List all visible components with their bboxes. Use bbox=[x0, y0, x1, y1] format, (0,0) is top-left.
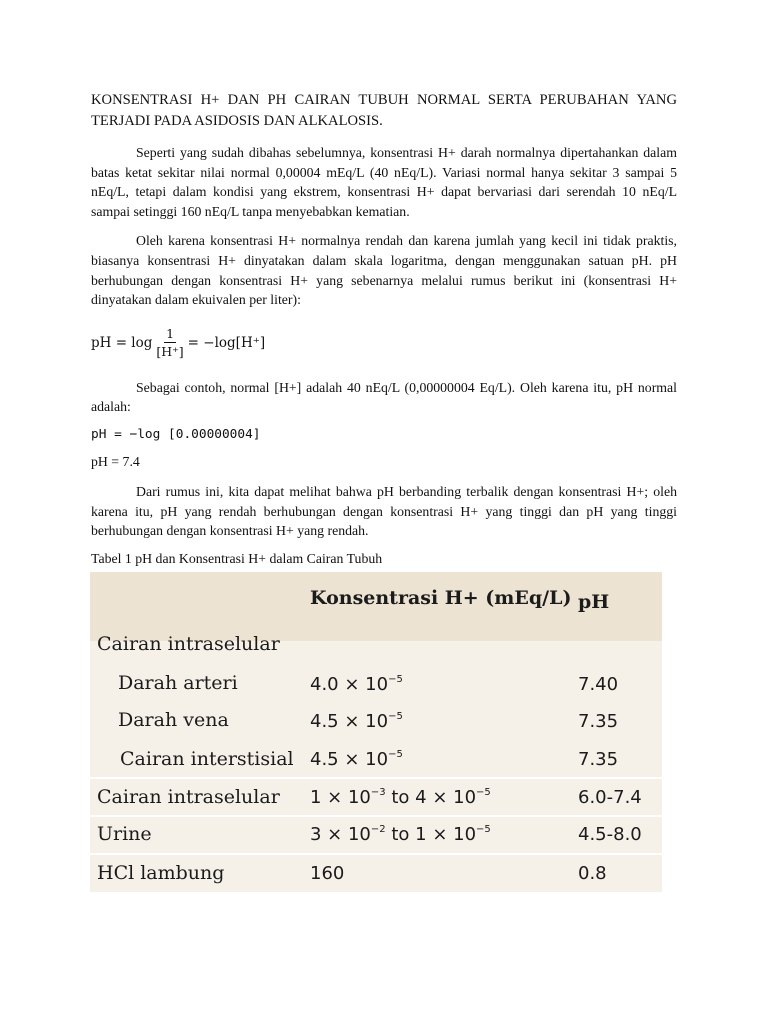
row-concentration: $4.5 \times 10^{-5}$ bbox=[310, 711, 403, 732]
formula-fraction bbox=[156, 326, 183, 359]
formula-rhs: = −log[H⁺] bbox=[187, 334, 266, 351]
table-caption: Tabel 1 pH dan Konsentrasi H+ dalam Cairan Tubuh bbox=[91, 550, 383, 566]
row-label: Urine bbox=[97, 823, 152, 845]
row-label: Darah vena bbox=[118, 709, 229, 731]
table-divider bbox=[90, 777, 662, 779]
document-heading: KONSENTRASI H+ DAN PH CAIRAN TUBUH NORMAL SERTA PERUBAHAN YANG TERJADI PADA ASIDOSIS DAN ALKALOSIS. bbox=[91, 92, 677, 129]
row-concentration: $4.0 \times 10^{-5}$ bbox=[310, 674, 403, 695]
row-ph: 7.35 bbox=[578, 749, 619, 770]
row-ph: 4.5-8.0 bbox=[578, 824, 642, 845]
ph-formula bbox=[91, 320, 677, 366]
header-concentration: Konsentrasi H+ (mEq/L) bbox=[310, 587, 572, 609]
equation-result: pH = 7.4 bbox=[91, 453, 140, 469]
row-label: Cairan interstisial bbox=[120, 748, 294, 770]
row-ph: 0.8 bbox=[578, 863, 607, 884]
row-ph: 7.40 bbox=[578, 674, 619, 695]
document-body bbox=[91, 90, 677, 567]
paragraph-1: Seperti yang sudah dibahas sebelumnya, konsentrasi H+ darah normalnya dipertahankan dalam batas ketat sekitar nilai normal 0,00004 mEq/L (40 nEq/L). Variasi normal hanya sekitar 3 sampai 5 nEq/L, tetapi dalam kondisi yang ekstrem, konsentrasi H+ dapat bervariasi dari serendah 10 nEq/L sampai setinggi 160 nEq/L tanpa menyebabkan kematian. bbox=[91, 145, 677, 219]
paragraph-2: Oleh karena konsentrasi H+ normalnya rendah dan karena jumlah yang kecil ini tidak praktis, biasanya konsentrasi H+ dinyatakan dalam skala logaritma, dengan menggunakan satuan pH. pH berhubungan dengan konsentrasi H+ yang sebenarnya melalui rumus berikut ini (konsentrasi H+ dinyatakan dalam ekuivalen per liter): bbox=[91, 233, 677, 308]
row-label: Cairan intraselular bbox=[97, 786, 280, 808]
equation-log: pH = −log [0.00000004] bbox=[91, 426, 261, 442]
ph-table bbox=[90, 572, 662, 892]
row-label: Darah arteri bbox=[118, 672, 238, 694]
table-divider bbox=[90, 815, 662, 817]
formula-denominator: [H⁺] bbox=[156, 344, 184, 360]
paragraph-3: Sebagai contoh, normal [H+] adalah 40 nEq/L (0,00000004 Eq/L). Oleh karena itu, pH normal adalah: bbox=[91, 379, 677, 415]
formula-numerator: 1 bbox=[166, 326, 175, 342]
table-divider bbox=[90, 853, 662, 855]
group-label: Cairan intraselular bbox=[97, 633, 280, 655]
row-ph: 7.35 bbox=[578, 711, 619, 732]
formula-lhs: pH = log bbox=[91, 334, 153, 351]
row-label: HCl lambung bbox=[97, 862, 225, 884]
paragraph-4: Dari rumus ini, kita dapat melihat bahwa pH berbanding terbalik dengan konsentrasi H+; oleh karena itu, pH yang rendah berhubungan dengan konsentrasi H+ yang tinggi dan pH yang tinggi berhubungan dengan konsentrasi H+ yang rendah. bbox=[91, 483, 677, 539]
header-ph: pH bbox=[578, 591, 610, 613]
row-concentration: 160 bbox=[310, 863, 345, 884]
row-ph: 6.0-7.4 bbox=[578, 787, 642, 808]
row-concentration: $3 \times 10^{-2}$ to $1 \times 10^{-5}$ bbox=[310, 824, 491, 845]
row-concentration: $4.5 \times 10^{-5}$ bbox=[310, 749, 403, 770]
row-concentration: $1 \times 10^{-3}$ to $4 \times 10^{-5}$ bbox=[310, 787, 491, 808]
